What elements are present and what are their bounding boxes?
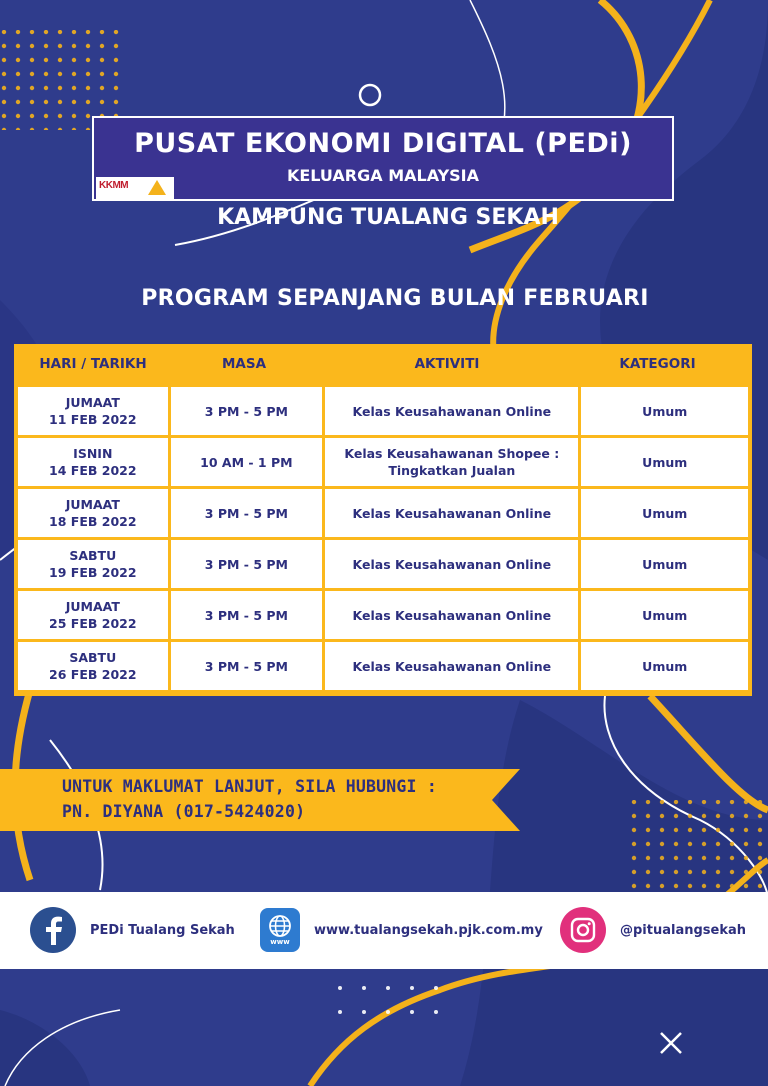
date-label: 18 FEB 2022 [49,514,137,529]
contact-text [62,774,437,824]
page-subtitle: KELUARGA MALAYSIA [286,166,480,185]
category-cell: Umum [581,642,748,690]
time-cell: 3 PM - 5 PM [171,540,323,588]
time-cell: 3 PM - 5 PM [171,591,323,639]
contact-line-1: UNTUK MAKLUMAT LANJUT, SILA HUBUNGI : [62,777,437,796]
header-hari-tarikh: HARI / TARIKH [39,356,147,372]
category-cell: Umum [581,489,748,537]
day-label: JUMAAT [65,395,120,410]
time-cell: 10 AM - 1 PM [171,438,323,486]
logos [96,177,174,201]
header-kategori: KATEGORI [619,356,696,372]
day-label: SABTU [69,650,117,665]
location-title: KAMPUNG TUALANG SEKAH [217,205,559,230]
category-cell: Umum [581,387,748,435]
close-icon[interactable] [658,1030,684,1056]
date-cell [18,642,168,690]
date-label: 26 FEB 2022 [49,667,137,682]
date-cell [18,438,168,486]
schedule-table [14,344,752,696]
day-label: SABTU [69,548,117,563]
category-cell: Umum [581,438,748,486]
contact-line-2: PN. DIYANA (017-5424020) [62,802,306,821]
date-label: 19 FEB 2022 [49,565,137,580]
table-row [18,438,748,486]
date-cell [18,489,168,537]
activity-line-1: Kelas Keusahawanan Shopee : [344,446,560,461]
time-cell: 3 PM - 5 PM [171,489,323,537]
footer [0,892,768,969]
activity-cell [325,438,578,486]
date-label: 14 FEB 2022 [49,463,137,478]
header-aktiviti: AKTIVITI [414,356,480,372]
activity-cell: Kelas Keusahawanan Online [325,642,578,690]
date-cell [18,591,168,639]
page-title: PUSAT EKONOMI DIGITAL (PEDi) [134,128,632,159]
table-row [18,387,748,435]
partner-logo-icon [148,180,166,195]
category-cell: Umum [581,540,748,588]
facebook-label: PEDi Tualang Sekah [90,922,235,938]
instagram-link[interactable] [560,906,746,954]
globe-icon[interactable] [260,908,300,952]
table-row [18,489,748,537]
date-cell [18,540,168,588]
program-title: PROGRAM SEPANJANG BULAN FEBRUARI [141,286,649,311]
header-masa: MASA [221,356,267,372]
day-label: JUMAAT [65,497,120,512]
activity-cell: Kelas Keusahawanan Online [325,591,578,639]
facebook-icon[interactable] [30,907,76,953]
date-cell [18,387,168,435]
instagram-label: @pitualangsekah [620,922,747,938]
activity-cell: Kelas Keusahawanan Online [325,387,578,435]
day-label: ISNIN [73,446,113,461]
globe-icon-label: www [270,938,290,946]
table-row [18,540,748,588]
table-row [18,642,748,690]
activity-cell: Kelas Keusahawanan Online [325,489,578,537]
website-link[interactable] [260,906,543,954]
instagram-icon[interactable] [560,907,606,953]
time-cell: 3 PM - 5 PM [171,642,323,690]
activity-cell: Kelas Keusahawanan Online [325,540,578,588]
date-label: 11 FEB 2022 [49,412,137,427]
day-label: JUMAAT [65,599,120,614]
website-label: www.tualangsekah.pjk.com.my [314,922,543,938]
time-cell: 3 PM - 5 PM [171,387,323,435]
category-cell: Umum [581,591,748,639]
activity-line-2: Tingkatkan Jualan [388,463,516,478]
facebook-link[interactable] [30,906,235,954]
title-box [92,116,674,201]
kkmm-logo: KKMM [99,180,129,191]
table-row [18,591,748,639]
date-label: 25 FEB 2022 [49,616,137,631]
table-header [18,344,748,384]
